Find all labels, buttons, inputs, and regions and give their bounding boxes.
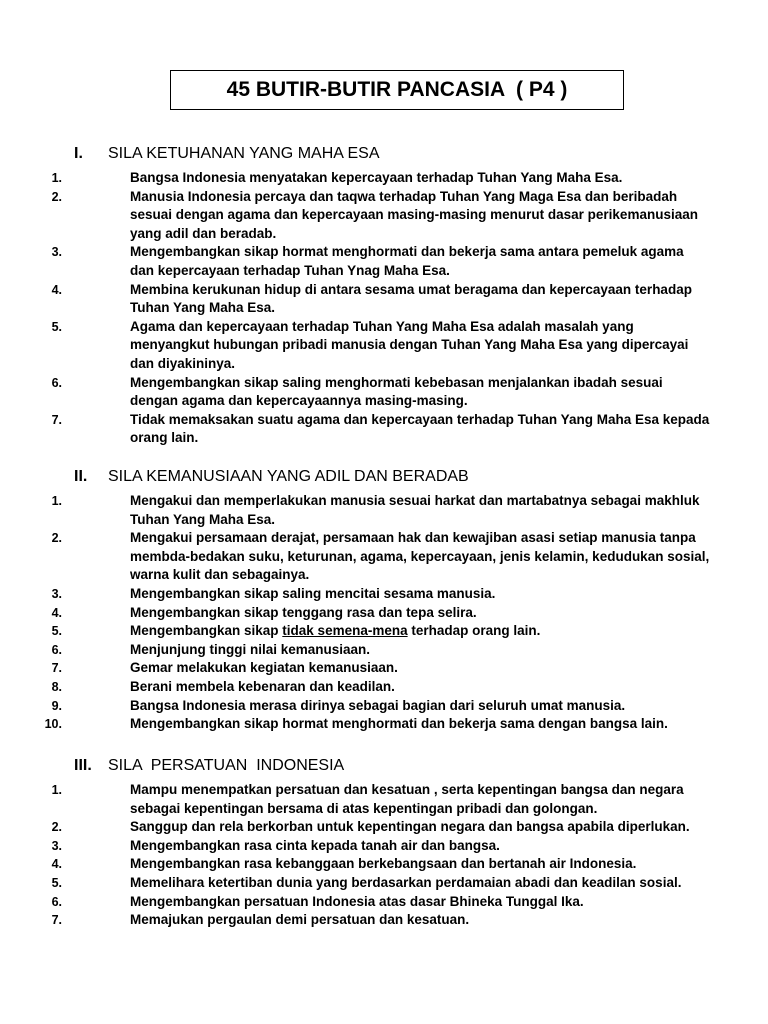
list-item [0, 893, 710, 912]
item-text: Tidak memaksakan suatu agama dan kepercayaan terhadap Tuhan Yang Maha Esa kepada orang lain. [130, 411, 710, 446]
item-text: Mengembangkan sikap tenggang rasa dan tepa selira. [130, 604, 477, 620]
list-item [0, 492, 710, 529]
section-2 [0, 468, 768, 734]
list-item [0, 874, 710, 893]
item-number: 2. [51, 531, 62, 546]
item-number: 9. [51, 698, 62, 713]
item-text: Memajukan pergaulan demi persatuan dan kesatuan. [130, 912, 470, 928]
item-text: Manusia Indonesia percaya dan taqwa terhadap Tuhan Yang Maga Esa dan beribadah sesuai dengan agama dan kepercayaan masing-masing menurut dasar perikemanusiaan yang adil dan beradab. [130, 188, 698, 241]
section-number: III. [74, 757, 92, 774]
item-text: Mengembangkan rasa kebanggaan berkebangsaan dan bertanah air Indonesia. [130, 856, 637, 872]
list-item [0, 622, 710, 641]
list-item [0, 585, 710, 604]
section-3 [0, 757, 768, 930]
item-text-post: terhadap orang lain. [407, 623, 541, 639]
section-number: II. [74, 468, 88, 485]
list-item [0, 855, 710, 874]
item-text: Bangsa Indonesia menyatakan kepercayaan terhadap Tuhan Yang Maha Esa. [130, 170, 623, 185]
item-text: Mengakui dan memperlakukan manusia sesuai harkat dan martabatnya sebagai makhluk Tuhan Yang Maha Esa. [130, 493, 700, 527]
section-title: SILA PERSATUAN INDONESIA [108, 757, 345, 774]
document-title: 45 BUTIR-BUTIR PANCASIA ( P4 ) [170, 70, 624, 110]
item-text: Mengakui persamaan derajat, persamaan hak dan kewajiban asasi setiap manusia tanpa membda-bedakan suku, keturunan, agama, kepercayaan, jenis kelamin, kedudukan sosial, warna kulit dan sebagainya. [130, 530, 710, 583]
section-1 [0, 145, 768, 448]
item-number: 3. [51, 838, 62, 853]
section-heading [0, 468, 768, 492]
underlined-phrase: tidak semena-mena [282, 623, 408, 639]
item-number: 1. [51, 171, 62, 185]
list-item [0, 243, 710, 280]
item-number: 4. [51, 857, 62, 872]
item-number: 8. [51, 679, 62, 694]
list-item [0, 641, 710, 660]
item-text: Mampu menempatkan persatuan dan kesatuan , serta kepentingan bangsa dan negara sebagai kepentingan bersama di atas kepentingan pribadi dan golongan. [130, 782, 684, 816]
item-text: Bangsa Indonesia merasa dirinya sebagai bagian dari seluruh umat manusia. [130, 697, 626, 713]
item-number: 3. [51, 586, 62, 601]
list-item [0, 837, 710, 856]
item-text: Mengembangkan persatuan Indonesia atas dasar Bhineka Tunggal Ika. [130, 893, 584, 909]
item-text: Menjunjung tinggi nilai kemanusiaan. [130, 641, 371, 657]
item-number: 1. [51, 494, 62, 508]
list-item [0, 411, 710, 448]
item-number: 6. [51, 642, 62, 657]
item-number: 3. [51, 245, 62, 260]
item-text-pre: Mengembangkan sikap [130, 623, 283, 639]
item-number: 2. [51, 820, 62, 835]
item-text: Mengembangkan sikap hormat menghormati dan bekerja sama dengan bangsa lain. [130, 716, 668, 732]
item-number: 4. [51, 605, 62, 620]
item-number: 10. [44, 717, 62, 732]
item-text: Sanggup dan rela berkorban untuk kepentingan negara dan bangsa apabila diperlukan. [130, 819, 690, 835]
item-list [0, 169, 768, 448]
item-number: 7. [51, 412, 62, 427]
item-text: Mengembangkan sikap saling mencitai sesama manusia. [130, 585, 496, 601]
list-item [0, 169, 710, 188]
item-number: 6. [51, 375, 62, 390]
list-item [0, 678, 710, 697]
item-text: Mengembangkan rasa cinta kepada tanah air dan bangsa. [130, 837, 500, 853]
item-list [0, 781, 768, 930]
section-title: SILA KEMANUSIAAN YANG ADIL DAN BERADAB [108, 468, 469, 485]
list-item [0, 697, 710, 716]
item-number: 6. [51, 894, 62, 909]
list-item [0, 715, 710, 734]
list-item [0, 911, 710, 930]
item-text: Mengembangkan sikap hormat menghormati dan bekerja sama antara pemeluk agama dan kepercayaan terhadap Tuhan Ynag Maha Esa. [130, 244, 684, 278]
section-heading [0, 145, 768, 169]
section-number: I. [74, 145, 83, 162]
list-item [0, 818, 710, 837]
list-item [0, 318, 710, 374]
item-text: Memelihara ketertiban dunia yang berdasarkan perdamaian abadi dan keadilan sosial. [130, 874, 682, 890]
item-text: Mengembangkan sikap saling menghormati kebebasan menjalankan ibadah sesuai dengan agama dan kepercayaannya masing-masing. [130, 374, 663, 409]
list-item [0, 374, 710, 411]
item-number: 7. [51, 913, 62, 928]
section-heading [0, 757, 768, 781]
item-number: 1. [51, 783, 62, 797]
list-item [0, 604, 710, 623]
item-text: Agama dan kepercayaan terhadap Tuhan Yang Maha Esa adalah masalah yang menyangkut hubungan pribadi manusia dengan Tuhan Yang Maha Esa yang dipercayai dan diyakininya. [130, 318, 689, 371]
item-list [0, 492, 768, 734]
list-item [0, 188, 710, 244]
item-text: Membina kerukunan hidup di antara sesama umat beragama dan kepercayaan terhadap Tuhan Yang Maha Esa. [130, 281, 692, 316]
list-item [0, 529, 710, 585]
item-text: Gemar melakukan kegiatan kemanusiaan. [130, 660, 398, 676]
list-item [0, 781, 710, 818]
section-title: SILA KETUHANAN YANG MAHA ESA [108, 145, 380, 162]
item-number: 4. [51, 282, 62, 297]
list-item [0, 281, 710, 318]
list-item [0, 659, 710, 678]
item-number: 2. [51, 189, 62, 204]
item-number: 5. [51, 875, 62, 890]
item-text: Berani membela kebenaran dan keadilan. [130, 678, 395, 694]
item-number: 5. [51, 624, 62, 639]
item-number: 5. [51, 319, 62, 334]
item-number: 7. [51, 661, 62, 676]
